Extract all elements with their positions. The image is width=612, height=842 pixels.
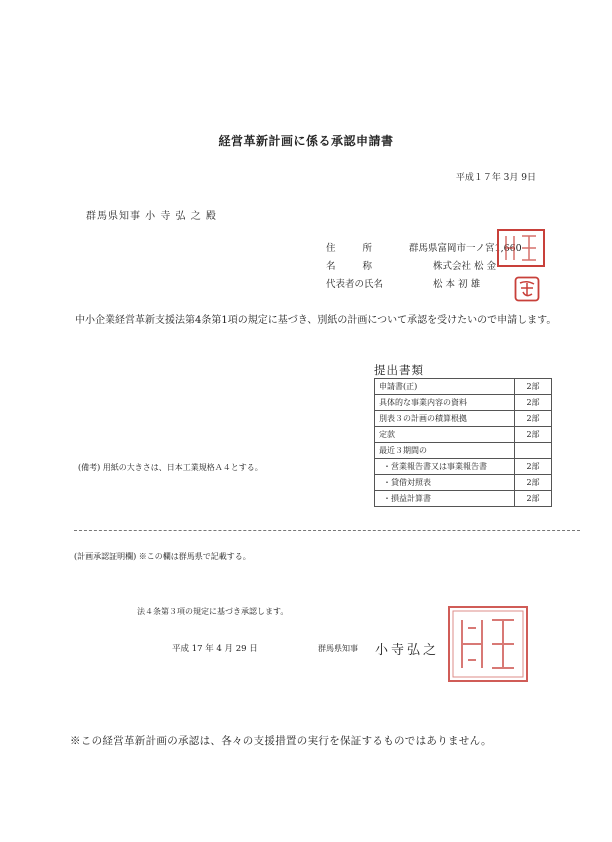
table-row xyxy=(375,427,552,443)
doc-item: 定款 xyxy=(375,427,515,443)
disclaimer-footer: ※この経営革新計画の承認は、各々の支援措置の実行を保証するものではありません。 xyxy=(70,735,492,747)
address-row xyxy=(326,240,522,254)
table-row xyxy=(375,379,552,395)
representative-value: 松 本 初 雄 xyxy=(433,279,481,290)
documents-heading: 提出書類 xyxy=(374,363,424,377)
paper-size-note: (備考) 用紙の大きさは、日本工業規格Ａ４とする。 xyxy=(78,463,263,472)
company-name-row xyxy=(326,258,496,272)
doc-item: 最近３期間の xyxy=(375,443,515,459)
table-row xyxy=(375,459,552,475)
doc-item: 申請書(正) xyxy=(375,379,515,395)
doc-count: 2部 xyxy=(515,459,552,475)
doc-count: 2部 xyxy=(515,491,552,507)
doc-count: 2部 xyxy=(515,379,552,395)
doc-count xyxy=(515,443,552,459)
doc-item: ・貸借対照表 xyxy=(375,475,515,491)
approval-date: 平成 17 年 4 月 29 日 xyxy=(172,644,258,654)
approval-text: 法４条第３項の規定に基づき承認します。 xyxy=(137,607,289,616)
company-seal-icon xyxy=(496,228,546,268)
document-title: 経営革新計画に係る承認申請書 xyxy=(218,134,394,148)
representative-row xyxy=(326,276,480,290)
representative-label: 代表者の氏名 xyxy=(326,279,384,290)
application-statement: 中小企業経営革新支援法第4条第1項の規定に基づき、別紙の計画について承認を受けたいので申請します。 xyxy=(75,315,557,326)
table-row xyxy=(375,491,552,507)
table-row xyxy=(375,475,552,491)
doc-count: 2部 xyxy=(515,427,552,443)
application-date: 平成１７年 3月 9日 xyxy=(455,173,536,183)
company-name-value: 株式会社 松 金 xyxy=(433,261,497,272)
doc-item: 別表３の計画の積算根拠 xyxy=(375,411,515,427)
address-label: 住 所 xyxy=(326,243,385,254)
table-row xyxy=(375,411,552,427)
doc-item: ・営業報告書又は事業報告書 xyxy=(375,459,515,475)
representative-seal-icon xyxy=(514,276,540,302)
governor-seal-icon xyxy=(446,604,530,684)
company-name-label: 名 称 xyxy=(326,261,385,272)
governor-name: 小寺弘之 xyxy=(375,643,440,658)
doc-count: 2部 xyxy=(515,475,552,491)
table-row xyxy=(375,395,552,411)
table-row xyxy=(375,443,552,459)
certification-note: (計画承認証明欄) ※この欄は群馬県で記載する。 xyxy=(74,552,251,561)
governor-label: 群馬県知事 xyxy=(318,644,358,653)
addressee: 群馬県知事 小 寺 弘 之 殿 xyxy=(86,211,217,222)
documents-table xyxy=(374,378,552,507)
divider xyxy=(74,530,580,531)
doc-item: ・損益計算書 xyxy=(375,491,515,507)
doc-count: 2部 xyxy=(515,411,552,427)
doc-item: 具体的な事業内容の資料 xyxy=(375,395,515,411)
doc-count: 2部 xyxy=(515,395,552,411)
address-value: 群馬県富岡市一ノ宮1,660 xyxy=(409,243,522,254)
